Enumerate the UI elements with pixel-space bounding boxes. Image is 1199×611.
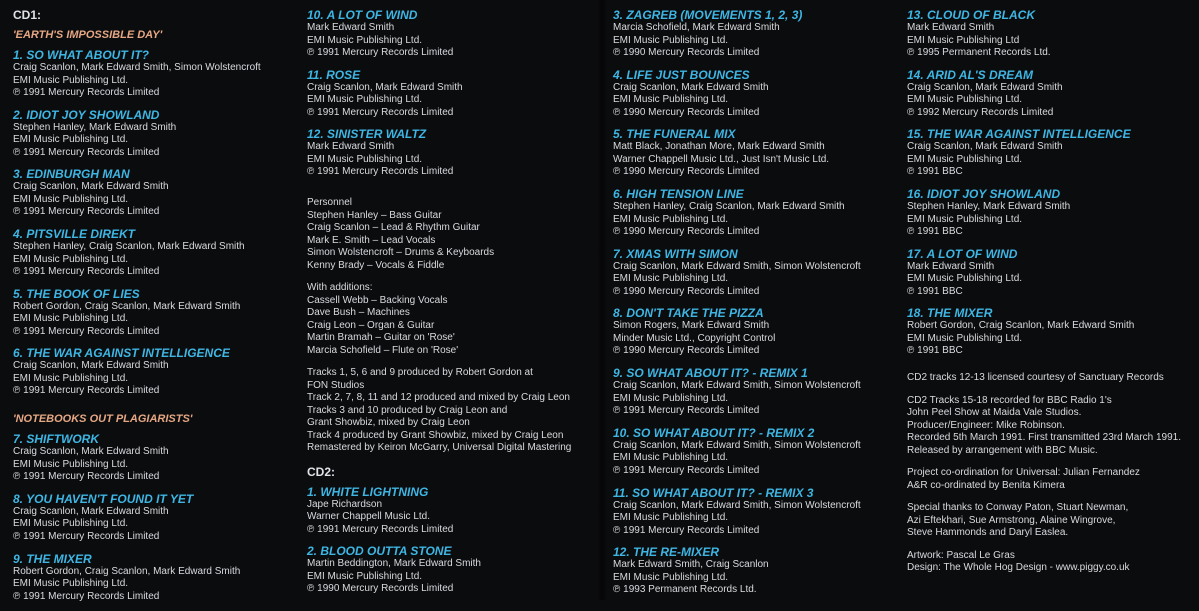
project-note-line: A&R co-ordinated by Benita Kimera [907, 479, 1065, 491]
track-title: 8. YOU HAVEN'T FOUND IT YET [13, 491, 194, 506]
track-title: 1. SO WHAT ABOUT IT? [13, 48, 149, 62]
track-entry [13, 552, 303, 604]
credits-line: Design: The Whole Hog Design - www.piggy.co.uk [907, 562, 1130, 574]
track-credit-line: ℗ 1991 Mercury Records Limited [13, 530, 160, 542]
bbc-note-line: Recorded 5th March 1991. First transmitted 23rd March 1991. [907, 432, 1182, 444]
track-credit-line: EMI Music Publishing Ltd. [613, 34, 729, 46]
thanks-line: Steve Hammonds and Daryl Easlea. [907, 527, 1069, 539]
track-credit-line: ℗ 1990 Mercury Records Limited [613, 166, 760, 178]
track-credit-line: Mark Edward Smith [907, 22, 995, 33]
track-title: 15. THE WAR AGAINST INTELLIGENCE [907, 127, 1131, 142]
track-entry [613, 366, 903, 418]
personnel-label: Personnel [307, 197, 353, 209]
track-entry [613, 187, 903, 239]
track-entry [907, 127, 1192, 179]
track-credit-line: ℗ 1991 Mercury Records Limited [307, 106, 454, 118]
track-credit-line: EMI Music Publishing Ltd. [13, 253, 129, 265]
track-credit-line: EMI Music Publishing Ltd. [307, 94, 423, 106]
track-credit-line: EMI Music Publishing Ltd. [907, 273, 1023, 285]
track-credit-line: Robert Gordon, Craig Scanlon, Mark Edward Smith [13, 300, 241, 312]
production-line: Tracks 3 and 10 produced by Craig Leon and [307, 404, 508, 416]
additions-label: With additions: [307, 282, 373, 294]
track-credit-line: ℗ 1991 BBC [907, 166, 963, 178]
track-title: 3. EDINBURGH MAN [13, 167, 130, 182]
track-title: 5. THE FUNERAL MIX [613, 127, 736, 142]
track-title: 5. THE BOOK OF LIES [13, 286, 140, 301]
track-entry [13, 167, 303, 219]
track-title: 10. SO WHAT ABOUT IT? - REMIX 2 [613, 425, 815, 440]
track-credit-line: EMI Music Publishing Ltd. [613, 94, 729, 106]
track-entry [907, 8, 1192, 60]
track-credit-line: Craig Scanlon, Mark Edward Smith [13, 181, 169, 193]
track-entry [613, 8, 903, 60]
track-credit-line: EMI Music Publishing Ltd. [613, 213, 729, 225]
track-entry [13, 108, 303, 160]
track-credit-line: ℗ 1991 Mercury Records Limited [13, 146, 160, 158]
track-credit-line: EMI Music Publishing Ltd. [13, 193, 129, 205]
track-entry [13, 287, 303, 339]
track-credit-line: Warner Chappell Music Ltd. [307, 511, 431, 523]
production-line: Track 2, 7, 8, 11 and 12 produced and mixed by Craig Leon [307, 392, 570, 404]
track-credit-line: EMI Music Publishing Ltd. [613, 273, 729, 285]
track-title: 9. THE MIXER [13, 551, 92, 566]
additions-line: Craig Leon – Organ & Guitar [307, 319, 435, 331]
track-credit-line: EMI Music Publishing Ltd. [13, 134, 129, 146]
track-credit-line: Stephen Hanley, Mark Edward Smith [907, 201, 1071, 213]
track-entry [907, 306, 1192, 358]
track-credit-line: Stephen Hanley, Craig Scanlon, Mark Edward Smith [613, 201, 845, 213]
licensing-note: CD2 tracks 12-13 licensed courtesy of Sanctuary Records [907, 372, 1164, 384]
track-credit-line: Craig Scanlon, Mark Edward Smith [13, 360, 169, 372]
track-credit-line: ℗ 1991 BBC [907, 226, 963, 238]
track-credit-line: Mark Edward Smith [307, 22, 395, 33]
track-entry [907, 187, 1192, 239]
section-title: 'EARTH'S IMPOSSIBLE DAY' [13, 29, 163, 41]
track-title: 12. THE RE-MIXER [613, 545, 720, 560]
track-credit-line: ℗ 1990 Mercury Records Limited [613, 285, 760, 297]
track-credit-line: Robert Gordon, Craig Scanlon, Mark Edward Smith [907, 320, 1135, 332]
track-credit-line: Martin Beddington, Mark Edward Smith [307, 558, 481, 570]
track-entry [307, 485, 602, 537]
credits-line: Artwork: Pascal Le Gras [907, 549, 1015, 561]
track-credit-line: ℗ 1991 Mercury Records Limited [613, 405, 760, 417]
track-credit-line: Craig Scanlon, Mark Edward Smith [613, 81, 769, 93]
track-credit-line: ℗ 1991 Mercury Records Limited [13, 590, 160, 602]
track-entry [613, 426, 903, 478]
track-credit-line: EMI Music Publishing Ltd. [307, 153, 423, 165]
track-credit-line: ℗ 1991 BBC [907, 345, 963, 357]
track-credit-line: Craig Scanlon, Mark Edward Smith [13, 505, 169, 517]
track-credit-line: Minder Music Ltd., Copyright Control [613, 332, 776, 344]
track-credit-line: ℗ 1991 Mercury Records Limited [13, 385, 160, 397]
track-entry [907, 68, 1192, 120]
track-credit-line: EMI Music Publishing Ltd. [907, 153, 1023, 165]
track-credit-line: Craig Scanlon, Mark Edward Smith [307, 81, 463, 93]
track-entry [613, 486, 903, 538]
track-entry [907, 247, 1192, 299]
track-credit-line: ℗ 1990 Mercury Records Limited [613, 226, 760, 238]
track-credit-line: EMI Music Publishing Ltd. [13, 313, 129, 325]
track-title: 10. A LOT OF WIND [307, 8, 418, 22]
track-credit-line: EMI Music Publishing Ltd [907, 34, 1020, 46]
track-credit-line: Craig Scanlon, Mark Edward Smith [13, 446, 169, 458]
track-credit-line: ℗ 1991 BBC [907, 285, 963, 297]
track-title: 17. A LOT OF WIND [907, 246, 1018, 261]
track-credit-line: ℗ 1990 Mercury Records Limited [307, 583, 454, 595]
track-credit-line: Simon Rogers, Mark Edward Smith [613, 320, 770, 332]
track-title: 6. THE WAR AGAINST INTELLIGENCE [13, 346, 230, 361]
track-credit-line: Matt Black, Jonathan More, Mark Edward Smith [613, 141, 825, 153]
track-credit-line: EMI Music Publishing Ltd. [13, 458, 129, 470]
track-credit-line: EMI Music Publishing Ltd. [13, 74, 129, 86]
track-credit-line: EMI Music Publishing Ltd. [907, 213, 1023, 225]
track-title: 8. DON'T TAKE THE PIZZA [613, 306, 764, 321]
track-credit-line: Craig Scanlon, Mark Edward Smith [907, 141, 1063, 153]
track-credit-line: Marcia Schofield, Mark Edward Smith [613, 22, 780, 33]
project-note-line: Project co-ordination for Universal: Julian Fernandez [907, 467, 1140, 479]
track-credit-line: Robert Gordon, Craig Scanlon, Mark Edward Smith [13, 565, 241, 577]
track-title: 2. IDIOT JOY SHOWLAND [13, 107, 160, 122]
track-credit-line: ℗ 1990 Mercury Records Limited [613, 106, 760, 118]
track-credit-line: Stephen Hanley, Craig Scanlon, Mark Edward Smith [13, 241, 245, 253]
track-credit-line: Craig Scanlon, Mark Edward Smith, Simon Wolstencroft [613, 380, 861, 392]
track-title: 7. SHIFTWORK [13, 432, 99, 447]
track-credit-line: EMI Music Publishing Ltd. [13, 578, 129, 589]
track-credit-line: EMI Music Publishing Ltd. [13, 518, 129, 530]
track-entry [13, 346, 303, 398]
personnel-line: Stephen Hanley – Bass Guitar [307, 209, 442, 221]
bbc-note-line: Producer/Engineer: Mike Robinson. [907, 419, 1065, 431]
personnel-line: Mark E. Smith – Lead Vocals [307, 234, 436, 246]
track-title: 2. BLOOD OUTTA STONE [307, 544, 452, 559]
track-credit-line: ℗ 1993 Permanent Records Ltd. [613, 584, 757, 596]
track-entry [613, 545, 903, 597]
track-credit-line: EMI Music Publishing Ltd. [13, 372, 129, 384]
track-credit-line: ℗ 1991 Mercury Records Limited [307, 166, 454, 178]
production-line: Grant Showbiz, mixed by Craig Leon [307, 417, 470, 429]
track-credit-line: ℗ 1995 Permanent Records Ltd. [907, 47, 1051, 58]
additions-line: Dave Bush – Machines [307, 307, 410, 319]
bbc-note-line: John Peel Show at Maida Vale Studios. [907, 407, 1082, 419]
track-credit-line: Warner Chappell Music Ltd., Just Isn't Music Ltd. [613, 153, 830, 165]
track-credit-line: EMI Music Publishing Ltd. [613, 512, 729, 523]
thanks-line: Azi Eftekhari, Sue Armstrong, Alaine Wingrove, [907, 514, 1116, 526]
track-title: 16. IDIOT JOY SHOWLAND [907, 187, 1061, 202]
track-entry [613, 306, 903, 358]
track-credit-line: EMI Music Publishing Ltd. [907, 332, 1023, 344]
track-entry [13, 492, 303, 544]
track-credit-line: Stephen Hanley, Mark Edward Smith [13, 121, 177, 133]
track-entry [307, 68, 602, 120]
track-title: 7. XMAS WITH SIMON [613, 246, 738, 261]
personnel-line: Simon Wolstencroft – Drums & Keyboards [307, 247, 495, 259]
track-title: 4. PITSVILLE DIREKT [13, 227, 136, 242]
column-1 [13, 8, 303, 611]
track-credit-line: ℗ 1990 Mercury Records Limited [613, 47, 760, 58]
track-entry [613, 68, 903, 120]
track-title: 11. ROSE [307, 67, 361, 82]
additions-line: Cassell Webb – Backing Vocals [307, 294, 448, 306]
track-title: 12. SINISTER WALTZ [307, 127, 427, 142]
track-credit-line: ℗ 1991 Mercury Records Limited [613, 524, 760, 536]
thanks-line: Special thanks to Conway Paton, Stuart Newman, [907, 502, 1129, 514]
track-entry [307, 544, 602, 596]
additions-line: Marcia Schofield – Flute on 'Rose' [307, 344, 459, 356]
production-line: Remastered by Keiron McGarry, Universal Digital Mastering [307, 442, 572, 454]
track-entry [13, 48, 303, 100]
track-title: 4. LIFE JUST BOUNCES [613, 67, 750, 82]
additions-line: Martin Bramah – Guitar on 'Rose' [307, 332, 455, 344]
track-credit-line: Craig Scanlon, Mark Edward Smith, Simon Wolstencroft [13, 62, 261, 73]
track-title: 1. WHITE LIGHTNING [307, 484, 429, 499]
production-line: FON Studios [307, 379, 365, 391]
track-credit-line: EMI Music Publishing Ltd. [613, 452, 729, 464]
track-credit-line: EMI Music Publishing Ltd. [613, 571, 729, 583]
track-title: 14. ARID AL'S DREAM [907, 67, 1033, 82]
track-credit-line: ℗ 1991 Mercury Records Limited [13, 87, 160, 98]
track-credit-line: EMI Music Publishing Ltd. [307, 570, 423, 582]
bbc-note-line: CD2 Tracks 15-18 recorded for BBC Radio 1's [907, 394, 1112, 406]
section-title: 'NOTEBOOKS OUT PLAGIARISTS' [13, 413, 193, 426]
track-entry [307, 127, 602, 179]
cd1-label: CD1: [13, 8, 42, 22]
production-line: Track 4 produced by Grant Showbiz, mixed by Craig Leon [307, 429, 564, 441]
track-entry [13, 227, 303, 279]
track-title: 18. THE MIXER [907, 306, 993, 321]
bbc-note-line: Released by arrangement with BBC Music. [907, 444, 1098, 456]
cd2-label: CD2: [307, 464, 336, 479]
track-title: 3. ZAGREB (MOVEMENTS 1, 2, 3) [613, 8, 803, 22]
track-credit-line: Craig Scanlon, Mark Edward Smith, Simon Wolstencroft [613, 499, 861, 511]
track-credit-line: ℗ 1990 Mercury Records Limited [613, 345, 760, 357]
track-credit-line: ℗ 1992 Mercury Records Limited [907, 106, 1054, 118]
track-title: 6. HIGH TENSION LINE [613, 187, 744, 202]
track-credit-line: ℗ 1991 Mercury Records Limited [613, 464, 760, 476]
track-credit-line: Craig Scanlon, Mark Edward Smith [907, 81, 1063, 93]
track-credit-line: EMI Music Publishing Ltd. [613, 392, 729, 404]
track-credit-line: ℗ 1991 Mercury Records Limited [13, 325, 160, 337]
track-title: 11. SO WHAT ABOUT IT? - REMIX 3 [613, 485, 814, 500]
column-4 [907, 8, 1192, 575]
track-credit-line: ℗ 1991 Mercury Records Limited [307, 47, 454, 58]
column-3 [613, 8, 903, 605]
track-credit-line: EMI Music Publishing Ltd. [307, 34, 423, 46]
track-credit-line: ℗ 1991 Mercury Records Limited [13, 206, 160, 218]
track-credit-line: ℗ 1991 Mercury Records Limited [307, 523, 454, 535]
track-entry [613, 127, 903, 179]
track-title: 9. SO WHAT ABOUT IT? - REMIX 1 [613, 366, 808, 381]
personnel-line: Kenny Brady – Vocals & Fiddle [307, 259, 445, 271]
track-credit-line: Mark Edward Smith [907, 260, 995, 272]
track-credit-line: Craig Scanlon, Mark Edward Smith, Simon Wolstencroft [613, 260, 861, 272]
track-credit-line: ℗ 1991 Mercury Records Limited [13, 471, 160, 483]
track-entry [307, 8, 602, 60]
track-credit-line: ℗ 1991 Mercury Records Limited [13, 266, 160, 278]
track-entry [613, 247, 903, 299]
track-credit-line: Craig Scanlon, Mark Edward Smith, Simon Wolstencroft [613, 439, 861, 451]
track-credit-line: Jape Richardson [307, 498, 383, 510]
track-entry [13, 432, 303, 484]
track-credit-line: EMI Music Publishing Ltd. [907, 94, 1023, 106]
track-title: 13. CLOUD OF BLACK [907, 8, 1036, 22]
personnel-line: Craig Scanlon – Lead & Rhythm Guitar [307, 222, 480, 234]
production-line: Tracks 1, 5, 6 and 9 produced by Robert Gordon at [307, 367, 533, 379]
track-credit-line: Mark Edward Smith, Craig Scanlon [613, 559, 769, 571]
track-credit-line: Mark Edward Smith [307, 141, 395, 153]
column-2 [307, 8, 602, 604]
